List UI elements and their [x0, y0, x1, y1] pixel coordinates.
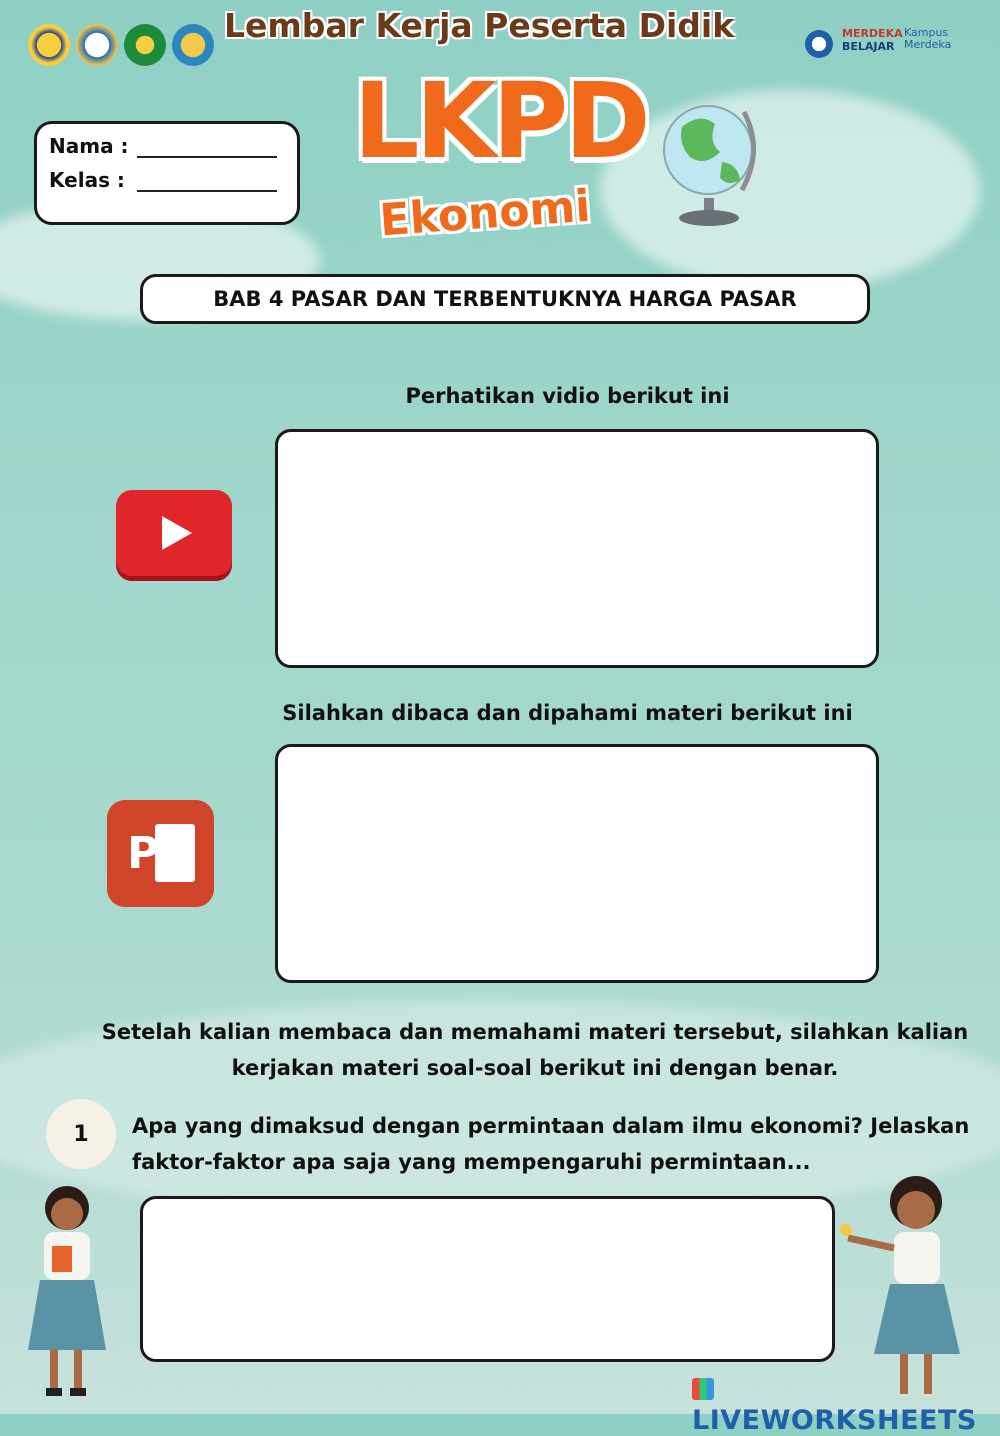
question-number-badge: 1	[50, 1103, 112, 1165]
powerpoint-icon	[107, 800, 214, 907]
student-girl-left-illustration	[22, 1180, 112, 1405]
question-text: Apa yang dimaksud dengan permintaan dalam ilmu ekonomi? Jelaskan faktor-faktor apa saja yang mempengaruhi permintaan...	[132, 1114, 970, 1174]
brand-text: LIVEWORKSHEETS	[692, 1405, 977, 1436]
youtube-icon	[116, 490, 232, 576]
slide-sheet-icon	[155, 824, 195, 882]
reading-section-label: Silahkan dibaca dan dipahami materi berikut ini	[282, 701, 853, 725]
kampus-merdeka-logo	[904, 27, 951, 51]
play-icon	[162, 516, 192, 550]
powerpoint-letter-icon: P	[127, 828, 160, 879]
merdeka-text: MERDEKA	[842, 27, 903, 40]
video-section-label: Perhatikan vidio berikut ini	[405, 384, 730, 408]
kelas-label: Kelas :	[49, 168, 125, 192]
lkpd-title: LKPD	[353, 60, 647, 182]
nama-label: Nama :	[49, 134, 129, 158]
kampus-text: Kampus	[904, 26, 949, 39]
tutwuri-logo	[805, 30, 833, 58]
globe-icon	[660, 92, 760, 232]
subject-title: Ekonomi	[378, 180, 592, 247]
belajar-text: BELAJAR	[842, 40, 895, 53]
chapter-title: BAB 4 PASAR DAN TERBENTUKNYA HARGA PASAR	[140, 274, 870, 324]
material-panel[interactable]	[275, 744, 879, 983]
school-logo-4	[172, 24, 214, 66]
school-logo-1	[28, 24, 70, 66]
liveworksheets-logo	[692, 1374, 1000, 1436]
nama-field[interactable]	[137, 156, 277, 158]
video-panel[interactable]	[275, 429, 879, 668]
school-logo-2	[76, 24, 118, 66]
identity-box	[34, 121, 300, 225]
answer-box[interactable]	[140, 1196, 835, 1362]
liveworksheets-mark-icon	[692, 1378, 714, 1400]
header-title: Lembar Kerja Peserta Didik	[224, 6, 735, 45]
kampus-merdeka-text: Merdeka	[904, 38, 952, 51]
merdeka-belajar-logo	[842, 27, 903, 53]
kelas-field[interactable]	[137, 190, 277, 192]
instruction-text: Setelah kalian membaca dan memahami materi tersebut, silahkan kalian kerjakan materi soal-soal berikut ini dengan benar.	[101, 1020, 969, 1080]
school-logo-3	[124, 24, 166, 66]
student-girl-right-illustration	[838, 1168, 978, 1408]
